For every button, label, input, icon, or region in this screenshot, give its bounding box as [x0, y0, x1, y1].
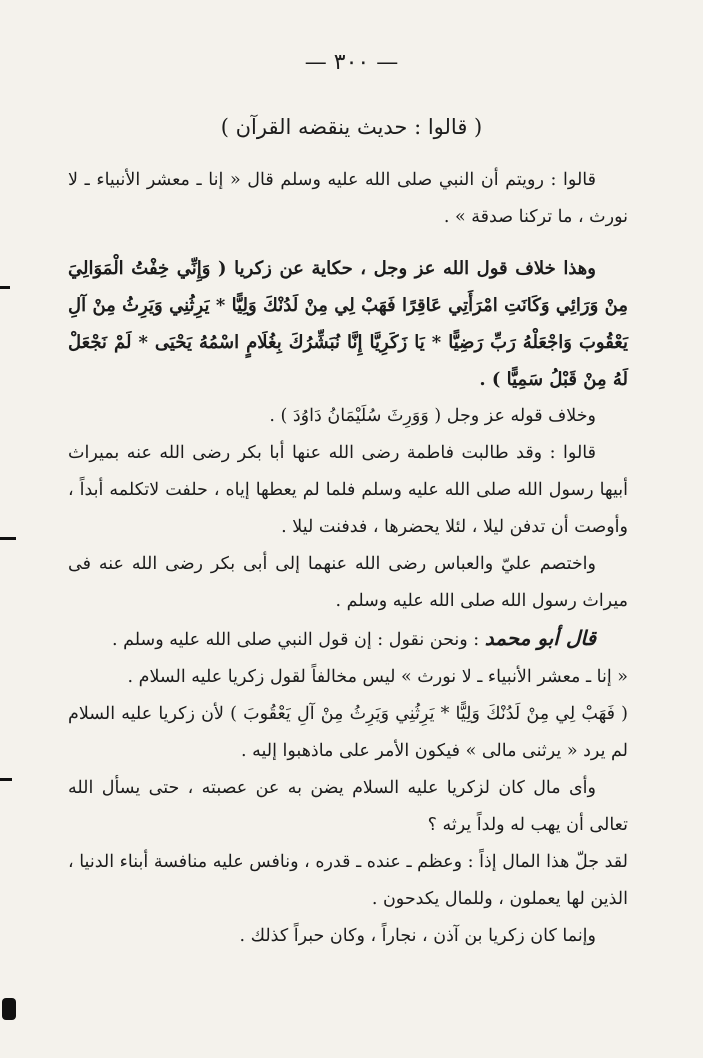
paragraph: قالوا : وقد طالبت فاطمة رضى الله عنها أبا بكر رضى الله عنه بميراث أبيها رسول الله صلى الله عليه وسلم فلما لم يعطها إياه ، حلفت لاتكلمه أبداً ، وأوصت أن تدفن ليلا ، لئلا يحضرها ، فدفنت ليلا . [68, 443, 628, 537]
scan-mark [0, 286, 10, 289]
paragraph [68, 620, 628, 659]
scan-mark [2, 998, 16, 1020]
paragraph: وهذا خلاف قول الله عز وجل ، حكاية عن زكريا ( وَإِنِّي خِفْتُ الْمَوَالِيَ مِنْ وَرَائِي وَكَانَتِ امْرَأَتِي عَاقِرًا فَهَبْ لِي مِنْ لَدُنْكَ وَلِيًّا * يَرِثُنِي وَيَرِثُ مِنْ آلِ يَعْقُوبَ وَاجْعَلْهُ رَبِّ رَضِيًّا * يَا زَكَرِيَّا إِنَّا نُبَشِّرُكَ بِغُلَامٍ اسْمُهُ يَحْيَى * لَمْ نَجْعَلْ لَهُ مِنْ قَبْلُ سَمِيًّا ) . [68, 258, 628, 390]
page-number: — ٣٠٠ — [304, 50, 399, 75]
paragraph: وإنما كان زكريا بن آذن ، نجاراً ، وكان حبراً كذلك . [239, 926, 596, 946]
paragraph: قالوا : رويتم أن النبي صلى الله عليه وسلم قال « إنا ـ معشر الأنبياء ـ لا نورث ، ما تركنا صدقة » . [68, 170, 628, 227]
section-title: ( قالوا : حديث ينقضه القرآن ) [220, 115, 483, 139]
body-text [68, 162, 628, 955]
scan-mark [0, 778, 12, 781]
paragraph: لقد جلّ هذا المال إذاً : وعظم ـ عنده ـ قدره ، ونافس عليه منافسة أبناء الدنيا ، الذين لها يعملون ، وللمال يكدحون . [68, 852, 628, 909]
paragraph: ( فَهَبْ لِي مِنْ لَدُنْكَ وَلِيًّا * يَرِثُنِي وَيَرِثُ مِنْ آلِ يَعْقُوبَ ) لأن زكريا عليه السلام لم يرد « يرثنى مالى » فيكون الأمر على ماذهبوا إليه . [68, 704, 628, 761]
paragraph: واختصم عليّ والعباس رضى الله عنهما إلى أبى بكر رضى الله عنه فى ميراث رسول الله صلى الله عليه وسلم . [68, 554, 628, 611]
paragraph: وأى مال كان لزكريا عليه السلام يضن به عن عصبته ، حتى يسأل الله تعالى أن يهب له ولداً يرثه ؟ [68, 778, 628, 835]
speaker-heading: قال أبو محمد [484, 626, 596, 650]
paragraph-text: : ونحن نقول : إن قول النبي صلى الله عليه وسلم . [111, 630, 480, 650]
paragraph: « إنا ـ معشر الأنبياء ـ لا نورث » ليس مخالفاً لقول زكريا عليه السلام . [127, 667, 628, 687]
paragraph: وخلاف قوله عز وجل ( وَوَرِثَ سُلَيْمَانُ دَاوُدَ ) . [269, 406, 596, 426]
scan-mark [0, 537, 16, 540]
